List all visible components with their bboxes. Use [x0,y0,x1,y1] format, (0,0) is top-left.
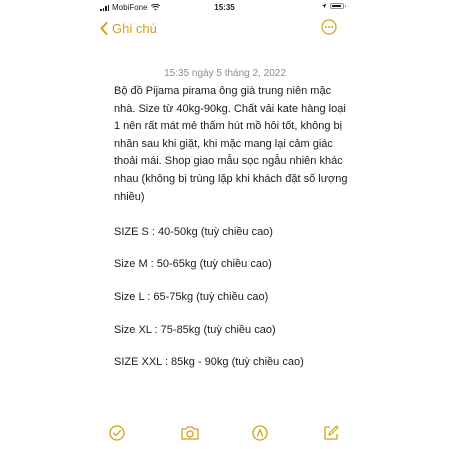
markup-icon[interactable] [251,424,269,442]
compose-icon[interactable] [322,424,340,442]
size-line-xxl: SIZE XXL : 85kg - 90kg (tuỳ chiều cao) [114,356,304,369]
bottom-toolbar [0,424,449,446]
battery-icon [330,3,344,9]
note-description: Bộ đồ Pijama pirama ông già trung niên mặc nhà. Size từ 40kg-90kg. Chất vải kate hàng loại 1 nên rất mát mẻ thấm hút mồ hôi tốt, không bị nhăn sau khi giặt, khi mặc mang lại cảm giác thoải mái. Shop giao mẫu sọc ngẫu nhiên khác nhau (không bị trùng lặp khi khách đặt số lượng nhiều) [114,85,348,203]
nav-bar [0,16,449,42]
battery-fill [332,5,341,7]
size-line-m: Size M : 50-65kg (tuỳ chiều cao) [114,258,272,271]
location-icon [321,3,327,9]
chevron-left-icon [100,22,108,35]
status-right [321,3,344,9]
size-line-l: Size L : 65-75kg (tuỳ chiều cao) [114,290,269,303]
camera-icon[interactable] [180,424,200,442]
note-timestamp: 15:35 ngày 5 tháng 2, 2022 [164,68,286,79]
size-line-xl: Size XL : 75-85kg (tuỳ chiều cao) [114,323,276,336]
more-options-icon[interactable] [321,19,337,35]
note-body[interactable] [114,83,354,387]
carrier-label: MobiFone [112,3,148,12]
size-line-s: SIZE S : 40-50kg (tuỳ chiều cao) [114,225,273,238]
back-button[interactable] [100,21,157,36]
back-label: Ghi chú [112,21,157,36]
status-bar [0,0,449,14]
status-time: 15:35 [214,3,235,12]
checklist-icon[interactable] [108,424,126,442]
